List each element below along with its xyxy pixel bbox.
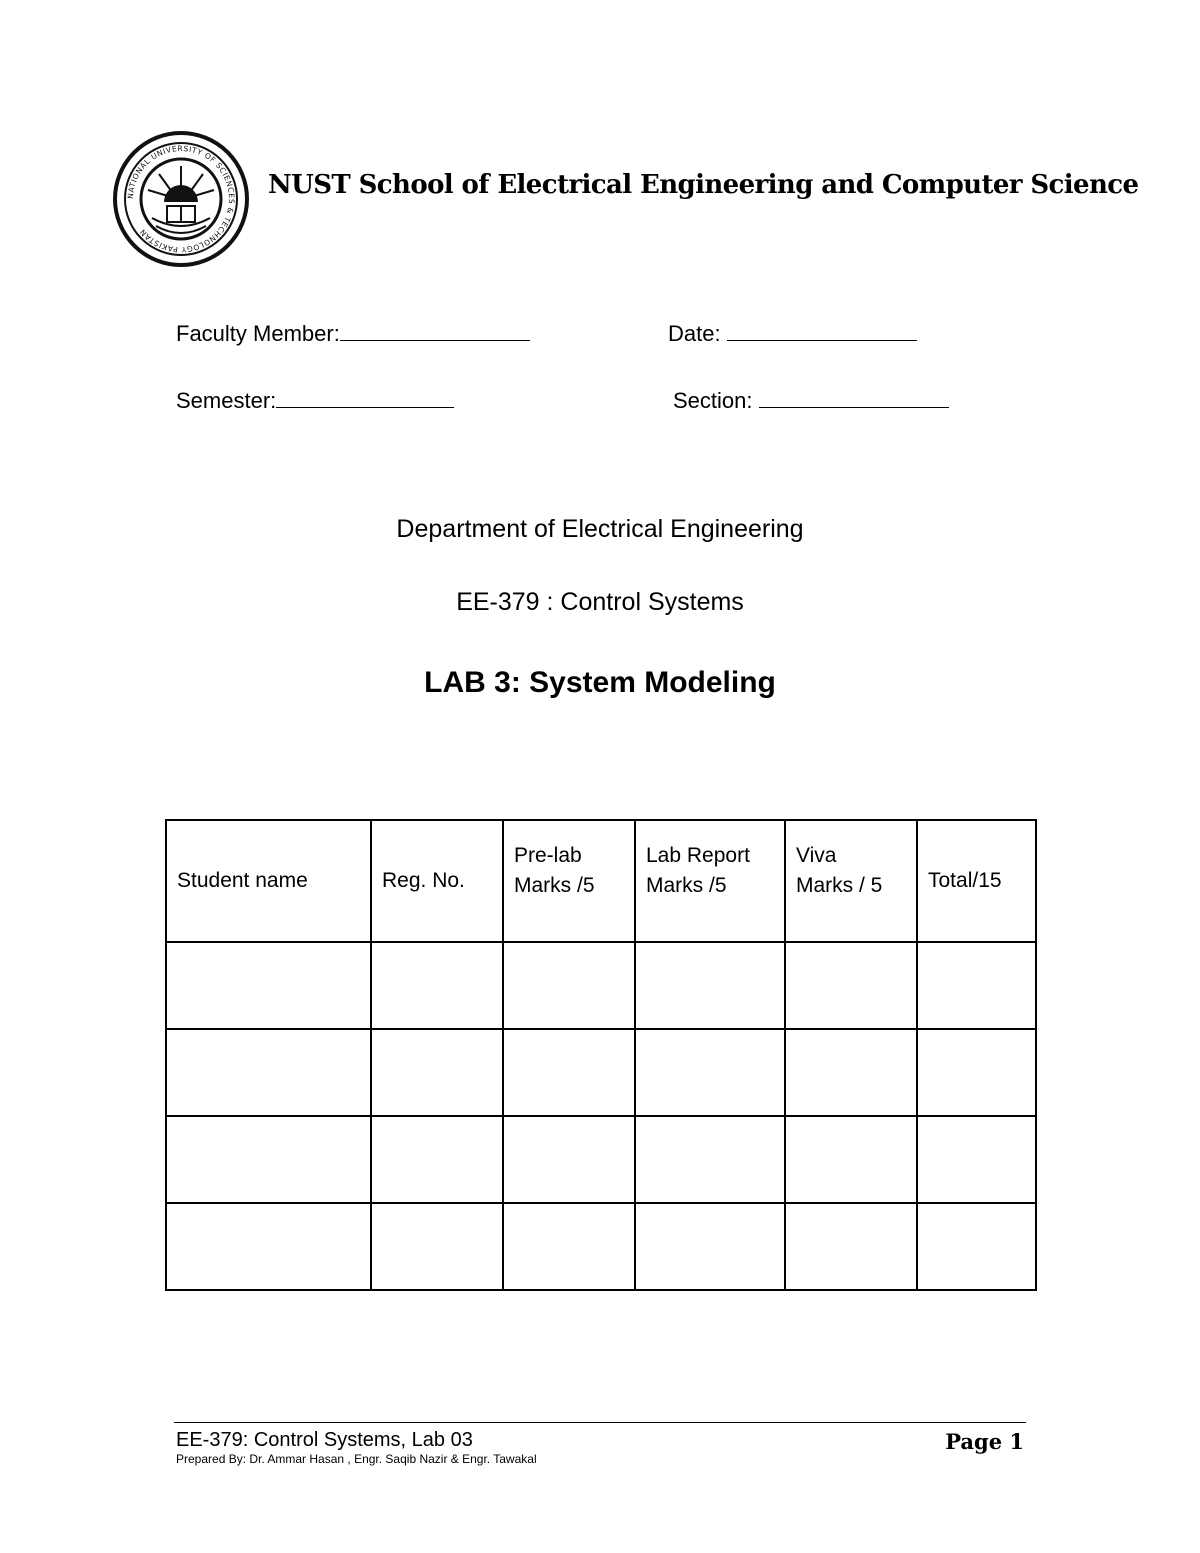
table-cell[interactable] (785, 942, 917, 1029)
footer-page-number: Page 1 (945, 1429, 1024, 1454)
table-cell[interactable] (785, 1029, 917, 1116)
table-cell[interactable] (503, 942, 635, 1029)
date-field[interactable] (668, 320, 917, 347)
table-cell[interactable] (917, 1203, 1036, 1290)
header-lab-report-marks: Lab Report Marks /5 (635, 820, 785, 942)
table-cell[interactable] (503, 1116, 635, 1203)
marks-table (165, 819, 1037, 1291)
faculty-member-blank[interactable] (340, 320, 530, 341)
table-cell[interactable] (371, 1029, 503, 1116)
header-student-name: Student name (166, 820, 371, 942)
table-cell[interactable] (917, 1029, 1036, 1116)
faculty-member-field[interactable] (176, 320, 530, 347)
table-cell[interactable] (785, 1203, 917, 1290)
table-cell[interactable] (635, 942, 785, 1029)
table-cell[interactable] (635, 1116, 785, 1203)
table-cell[interactable] (917, 942, 1036, 1029)
seal-icon (112, 130, 250, 268)
table-cell[interactable] (166, 1029, 371, 1116)
date-label: Date: (668, 321, 721, 346)
course-title: EE-379 : Control Systems (456, 588, 744, 616)
section-blank[interactable] (759, 387, 949, 408)
table-cell[interactable] (635, 1203, 785, 1290)
table-cell[interactable] (503, 1203, 635, 1290)
svg-text:NATIONAL UNIVERSITY OF SCIENCE: NATIONAL UNIVERSITY OF SCIENCES & TECHNOLOGY PAKISTAN (125, 143, 237, 255)
table-header-row (166, 820, 1036, 942)
lab-title: LAB 3: System Modeling (424, 666, 776, 699)
table-cell[interactable] (371, 1203, 503, 1290)
table-row (166, 1116, 1036, 1203)
semester-label: Semester: (176, 388, 277, 413)
table-cell[interactable] (166, 1116, 371, 1203)
semester-field[interactable] (176, 387, 454, 414)
institution-title: NUST School of Electrical Engineering and Computer Science (268, 170, 1139, 200)
header-viva-marks: Viva Marks / 5 (785, 820, 917, 942)
section-field[interactable] (673, 387, 949, 414)
date-blank[interactable] (727, 320, 917, 341)
table-cell[interactable] (785, 1116, 917, 1203)
table-row (166, 1203, 1036, 1290)
semester-blank[interactable] (276, 387, 454, 408)
table-cell[interactable] (371, 942, 503, 1029)
footer-prepared-by: Prepared By: Dr. Ammar Hasan , Engr. Saqib Nazir & Engr. Tawakal (176, 1452, 537, 1466)
table-cell[interactable] (166, 1203, 371, 1290)
footer-divider (174, 1422, 1026, 1423)
table-cell[interactable] (917, 1116, 1036, 1203)
department-title: Department of Electrical Engineering (396, 515, 804, 543)
faculty-member-label: Faculty Member: (176, 321, 340, 346)
table-cell[interactable] (635, 1029, 785, 1116)
table-cell[interactable] (371, 1116, 503, 1203)
table-cell[interactable] (166, 942, 371, 1029)
table-cell[interactable] (503, 1029, 635, 1116)
footer-course-lab: EE-379: Control Systems, Lab 03 (176, 1429, 473, 1451)
university-seal-logo (112, 130, 250, 268)
table-row (166, 942, 1036, 1029)
header-reg-no: Reg. No. (371, 820, 503, 942)
table-row (166, 1029, 1036, 1116)
header-prelab-marks: Pre-lab Marks /5 (503, 820, 635, 942)
header-total: Total/15 (917, 820, 1036, 942)
section-label: Section: (673, 388, 753, 413)
